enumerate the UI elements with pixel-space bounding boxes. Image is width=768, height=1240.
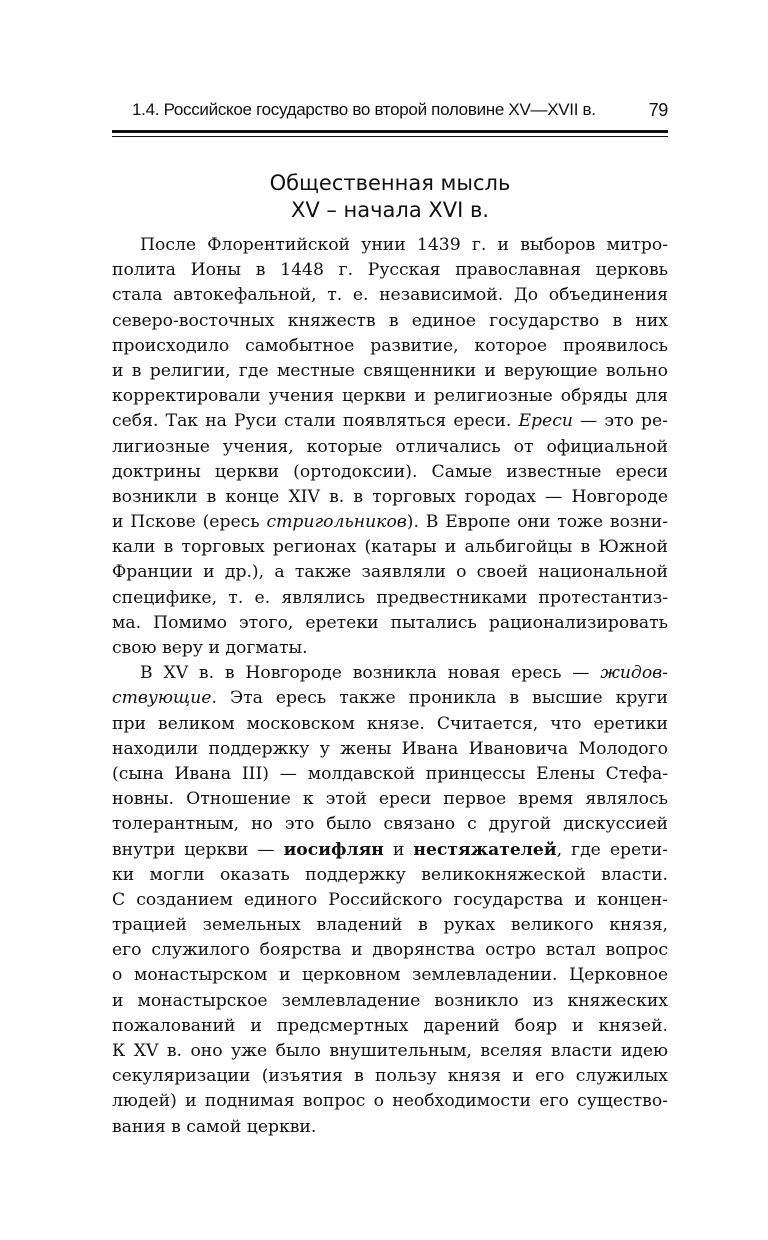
text-run: себя. Так на Руси стали появляться ереси. — [112, 411, 519, 432]
term-judaizers-cont: ствующие — [112, 688, 212, 709]
text-line — [112, 510, 668, 535]
text-line: северо-восточных княжеств в единое государство в них — [112, 310, 668, 331]
text-line: После Флорентийской унии 1439 г. и выборов митро- — [140, 235, 668, 255]
text-line — [112, 686, 668, 711]
term-judaizers: жидов- — [600, 663, 668, 684]
text-line: доктрины церкви (ортодоксии). Самые известные ереси — [112, 461, 668, 482]
term-josephites: иосифлян — [283, 839, 384, 860]
text-line: и в религии, где местные священники и верующие вольно — [112, 360, 668, 381]
running-header — [112, 96, 668, 130]
text-line: происходило самобытное развитие, которое проявилось — [112, 335, 668, 356]
text-line — [112, 409, 668, 434]
text-line: толерантным, но это было связано с другой дискуссией — [112, 814, 668, 835]
text-line: ки могли оказать поддержку великокняжеской власти. — [112, 864, 668, 885]
text-line: его служилого боярства и дворянства остро встал вопрос — [112, 940, 668, 961]
text-line: и монастырское землевладение возникло из княжеских — [112, 990, 668, 1011]
header-rule-thin — [112, 136, 668, 137]
text-line: вания в самой церкви. — [112, 1116, 317, 1137]
term-non-possessors: нестяжателей — [413, 839, 557, 860]
text-line: лигиозные учения, которые отличались от официальной — [112, 436, 668, 457]
text-line: новны. Отношение к этой ереси первое время являлось — [112, 789, 668, 810]
text-line: секуляризации (изъятия в пользу князя и его служилых — [112, 1066, 668, 1087]
term-strigolniki: стригольников — [266, 512, 407, 533]
page-number: 79 — [648, 100, 668, 120]
text-line: Франции и др.), а также заявляли о своей национальной — [112, 562, 668, 583]
text-line: трацией земельных владений в руках великого князя, — [112, 915, 668, 936]
term-heresies: Ереси — [518, 411, 573, 432]
text-run: — это ре- — [572, 411, 668, 432]
text-run: В XV в. в Новгороде возникла новая ересь — — [140, 663, 601, 684]
text-line: полита Ионы в 1448 г. Русская православная церковь — [112, 260, 668, 281]
text-line: кали в торговых регионах (катары и альбигойцы в Южной — [112, 537, 668, 558]
section-title: 1.4. Российское государство во второй половине XV—XVII в. — [132, 100, 596, 119]
body-text — [112, 233, 668, 1140]
text-line — [112, 661, 668, 686]
text-line: при великом московском князе. Считается, что еретики — [112, 713, 668, 734]
text-run: ). В Европе они тоже возни- — [406, 512, 668, 533]
text-line: возникли в конце XIV в. в торговых городах — Новгороде — [112, 486, 668, 507]
text-line: свою веру и догматы. — [112, 638, 308, 658]
text-line: пожалований и предсмертных дарений бояр и князей. — [112, 1015, 668, 1036]
text-line: стала автокефальной, т. е. независимой. До объединения — [112, 285, 668, 306]
text-line: К XV в. оно уже было внушительным, вселяя власти идею — [112, 1041, 668, 1061]
text-line: людей) и поднимая вопрос о необходимости его существо- — [112, 1091, 668, 1112]
text-line: корректировали учения церкви и религиозные обряды для — [112, 386, 668, 407]
text-run: и — [383, 839, 414, 860]
heading-line-2: XV – начала XVI в. — [290, 198, 490, 222]
header-rule-thick — [112, 130, 668, 133]
text-run: . Эта ересь также проникла в высшие круги — [211, 688, 668, 709]
text-line — [112, 838, 668, 863]
chapter-heading — [112, 170, 668, 224]
text-line: специфике, т. е. являлись предвестниками протестантиз- — [112, 587, 668, 608]
text-run: и Пскове (ересь — [112, 512, 267, 533]
text-line: (сына Ивана III) — молдавской принцессы Елены Стефа- — [112, 763, 668, 784]
text-line: о монастырском и церковном землевладении. Церковное — [112, 965, 668, 986]
text-line: находили поддержку у жены Ивана Ивановича Молодого — [112, 738, 668, 759]
text-run: внутри церкви — — [112, 839, 284, 860]
text-run: , где ерети- — [556, 839, 668, 860]
text-line: С созданием единого Российского государства и концен- — [112, 889, 668, 910]
text-line: ма. Помимо этого, еретеки пытались рационализировать — [112, 612, 668, 633]
heading-line-1: Общественная мысль — [269, 171, 511, 195]
